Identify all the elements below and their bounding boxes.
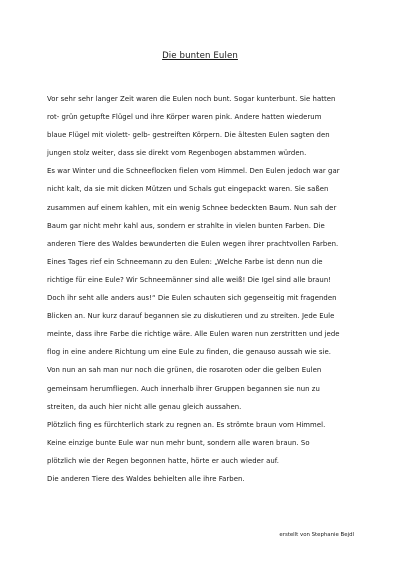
story-line: Blicken an. Nur kurz darauf begannen sie zu diskutieren und zu streiten. Jede Eule bbox=[47, 312, 335, 321]
story-line: flog in eine andere Richtung um eine Eule zu finden, die genauso aussah wie sie. bbox=[47, 348, 331, 357]
story-line: rot- grün getupfte Flügel und ihre Körper waren pink. Andere hatten wiederum bbox=[47, 113, 322, 122]
story-line: meinte, dass ihre Farbe die richtige wäre. Alle Eulen waren nun zerstritten und jede bbox=[47, 330, 340, 339]
story-line: jungen stolz weiter, dass sie direkt vom Regenbogen abstammen würden. bbox=[47, 149, 307, 158]
story-line: Plötzlich fing es fürchterlich stark zu regnen an. Es strömte braun vom Himmel. bbox=[47, 420, 326, 429]
story-line: Keine einzige bunte Eule war nun mehr bunt, sondern alle waren braun. So bbox=[47, 438, 310, 447]
author-credit: erstellt von Stephanie Bejdl bbox=[279, 532, 354, 538]
story-line: streiten, da auch hier nicht alle genau gleich aussahen. bbox=[47, 402, 242, 411]
story-text bbox=[47, 90, 367, 488]
story-line: plötzlich wie der Regen begonnen hatte, hörte er auch wieder auf. bbox=[47, 456, 279, 465]
story-line: Von nun an sah man nur noch die grünen, die rosaroten oder die gelben Eulen bbox=[47, 366, 322, 375]
story-line: Die anderen Tiere des Waldes behielten alle ihre Farben. bbox=[47, 474, 245, 483]
story-line: gemeinsam herumfliegen. Auch innerhalb ihrer Gruppen begannen sie nun zu bbox=[47, 384, 320, 393]
story-line: nicht kalt, da sie mit dicken Mützen und Schals gut eingepackt waren. Sie saßen bbox=[47, 185, 329, 194]
story-line: Eines Tages rief ein Schneemann zu den Eulen: „Welche Farbe ist denn nun die bbox=[47, 257, 323, 266]
story-line: Es war Winter und die Schneeflocken fielen vom Himmel. Den Eulen jedoch war gar bbox=[47, 167, 340, 176]
story-line: Vor sehr sehr langer Zeit waren die Eulen noch bunt. Sogar kunterbunt. Sie hatten bbox=[47, 95, 336, 103]
story-line: zusammen auf einem kahlen, mit ein wenig Schnee bedeckten Baum. Nun sah der bbox=[47, 203, 337, 212]
story-line: blaue Flügel mit violett- gelb- gestreiften Körpern. Die ältesten Eulen sagten den bbox=[47, 131, 330, 140]
story-line: Doch ihr seht alle anders aus!“ Die Eulen schauten sich gegenseitig mit fragenden bbox=[47, 294, 337, 303]
story-line: anderen Tiere des Waldes bewunderten die Eulen wegen ihrer prachtvollen Farben. bbox=[47, 239, 339, 248]
story-line: Baum gar nicht mehr kahl aus, sondern er strahlte in vielen bunten Farben. Die bbox=[47, 221, 325, 230]
page-title: Die bunten Eulen bbox=[162, 51, 238, 61]
story-line: richtige für eine Eule? Wir Schneemänner sind alle weiß! Die Igel sind alle braun! bbox=[47, 275, 332, 284]
